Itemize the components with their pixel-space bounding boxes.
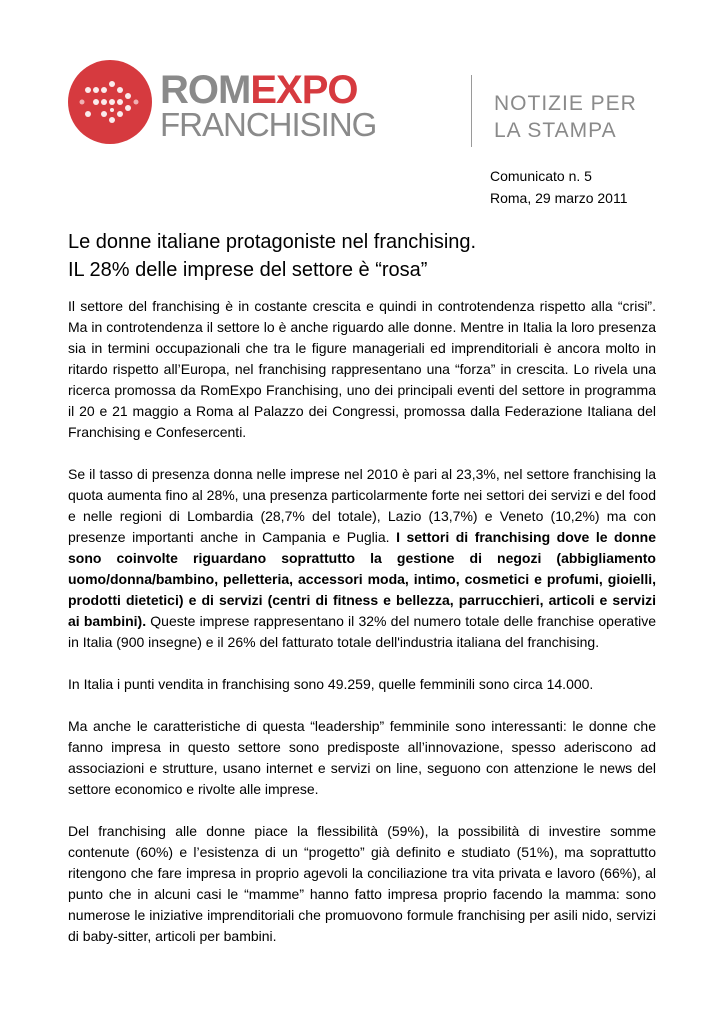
paragraph-leadership: Ma anche le caratteristiche di questa “leadership” femminile sono interessanti: le donne che fanno impresa in questo settore sono predisposte all’innovazione, spesso aderiscono ad associazioni e strutture, usano internet e servizi on line, seguono con attenzione le news del settore economico e rivolte alle imprese. bbox=[68, 718, 656, 797]
brand-name-romexpo: ROMEXPO bbox=[160, 68, 358, 112]
paragraph-preferences: Del franchising alle donne piace la flessibilità (59%), la possibilità di investire somme contenute (60%) e l’esistenza di un “progetto” già definito e studiato (51%), ma soprattutto ritengono che fare impresa in proprio agevoli la conciliazione tra vita privata e lavoro (66%), al punto che in alcuni casi le “mamme” hanno fatto impresa proprio facendo la mamma: sono numerose le iniziative imprenditoriali che promuovono formule franchising per asili nido, servizi di baby-sitter, articoli per bambini. bbox=[68, 823, 656, 944]
article-body bbox=[68, 296, 656, 968]
brand-name-franchising: FRANCHISING bbox=[160, 106, 377, 143]
release-meta bbox=[490, 165, 627, 209]
release-date: Roma, 29 marzo 2011 bbox=[490, 190, 628, 206]
release-number: Comunicato n. 5 bbox=[490, 168, 592, 184]
headline bbox=[68, 228, 668, 284]
romexpo-logo-icon bbox=[68, 60, 152, 144]
paragraph-statistics-end: Queste imprese rappresentano il 32% del numero totale delle franchise operative in Italia (900 insegne) e il 26% del fatturato totale dell'industria italiana del franchising. bbox=[68, 613, 656, 650]
paragraph-statistics bbox=[68, 464, 656, 653]
headline-line-2: IL 28% delle imprese del settore è “rosa” bbox=[68, 259, 428, 281]
press-release-label bbox=[494, 90, 637, 144]
press-label-line-1: NOTIZIE PER bbox=[494, 92, 637, 115]
paragraph-points-of-sale: In Italia i punti vendita in franchising sono 49.259, quelle femminili sono circa 14.000. bbox=[68, 676, 594, 692]
letterhead bbox=[0, 0, 724, 160]
paragraph-statistics-highlight: I settori di franchising dove le donne sono coinvolte riguardano soprattutto la gestione di negozi (abbigliamento uomo/donna/bambino, pelletteria, accessori moda, intimo, cosmetici e profumi, gioielli, prodotti dietetici) e di servizi (centri di fitness e bellezza, parrucchieri, articoli e servizi ai bambini). bbox=[68, 529, 657, 629]
headline-line-1: Le donne italiane protagoniste nel franchising. bbox=[68, 231, 477, 253]
header-divider bbox=[471, 75, 472, 147]
paragraph-statistics-start: Se il tasso di presenza donna nelle imprese nel 2010 è pari al 23,3%, nel settore franchising la quota aumenta fino al 28%, una presenza particolarmente forte nei settori dei servizi e del food e nelle regioni di Lombardia (28,7% del totale), Lazio (13,7%) e Veneto (10,2%) ma con presenze importanti anche in Campania e Puglia. bbox=[68, 466, 656, 545]
paragraph-intro: Il settore del franchising è in costante crescita e quindi in controtendenza rispetto alla “crisi”. Ma in controtendenza il settore lo è anche riguardo alle donne. Mentre in Italia la loro presenza sia in termini occupazionali che tra le figure manageriali ed imprenditoriali è ancora molto in ritardo rispetto all’Europa, nel franchising rappresentano una “forza” in crescita. Lo rivela una ricerca promossa da RomExpo Franchising, uno dei principali eventi del settore in programma il 20 e 21 maggio a Roma al Palazzo dei Congressi, promossa dalla Federazione Italiana del Franchising e Confesercenti. bbox=[68, 298, 656, 440]
press-label-line-2: LA STAMPA bbox=[494, 119, 617, 142]
